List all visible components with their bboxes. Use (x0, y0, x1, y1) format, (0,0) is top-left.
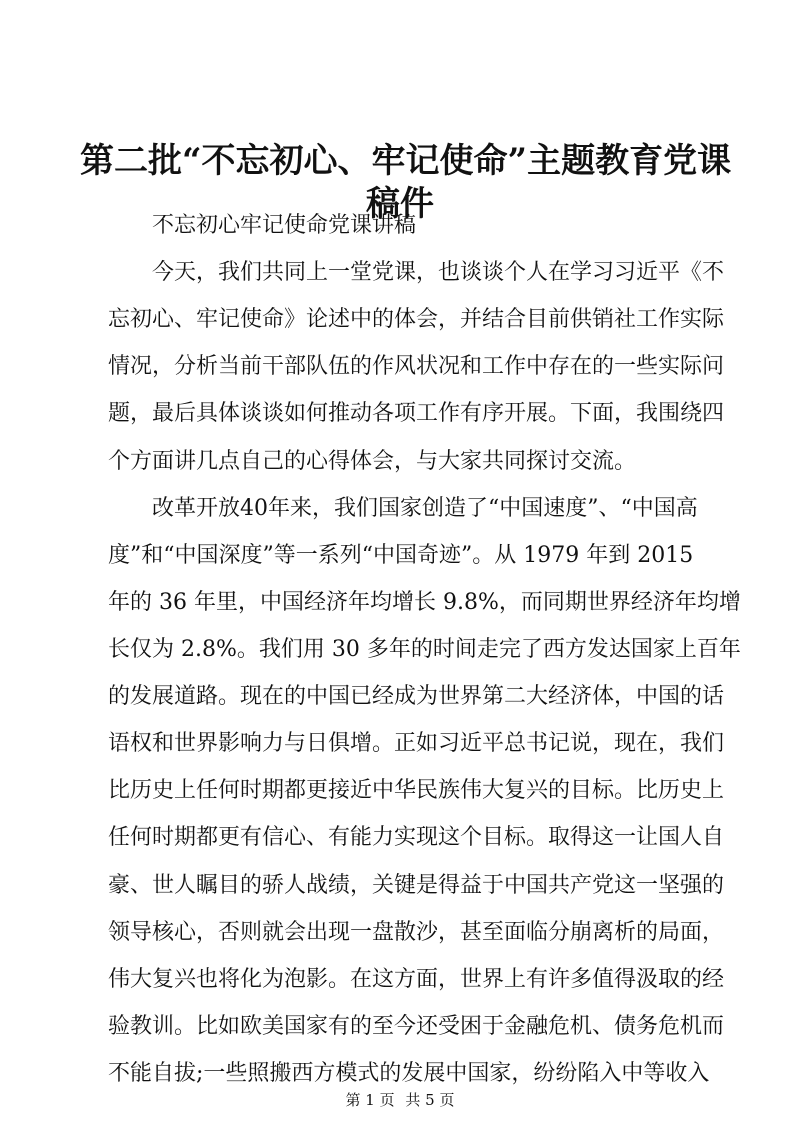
paragraph-line: 年的 36 年里，中国经济年均增长 9.8%，而同期世界经济年均增 (108, 590, 741, 615)
document-subtitle: 不忘初心牢记使命党课讲稿 (152, 213, 417, 238)
paragraph-line: 豪、世人瞩目的骄人战绩，关键是得益于中国共产党这一坚强的 (108, 873, 725, 898)
paragraph-line: 忘初心、牢记使命》论述中的体会，并结合目前供销社工作实际 (108, 307, 725, 332)
paragraph-line: 不能自拔;一些照搬西方模式的发展中国家，纷纷陷入中等收入 (108, 1061, 710, 1086)
paragraph-line: 领导核心，否则就会出现一盘散沙，甚至面临分崩离析的局面， (108, 920, 725, 945)
paragraph-line: 语权和世界影响力与日俱增。正如习近平总书记说，现在，我们 (108, 731, 725, 756)
page-total: 共 5 页 (405, 1091, 455, 1109)
paragraph-line: 今天，我们共同上一堂党课，也谈谈个人在学习习近平《不 (152, 260, 725, 285)
paragraph-line: 的发展道路。现在的中国已经成为世界第二大经济体，中国的话 (108, 684, 725, 709)
paragraph-line: 验教训。比如欧美国家有的至今还受困于金融危机、债务危机而 (108, 1014, 725, 1039)
paragraph-line: 个方面讲几点自己的心得体会，与大家共同探讨交流。 (108, 449, 637, 474)
page-footer (0, 1090, 800, 1110)
paragraph-line: 伟大复兴也将化为泡影。在这方面，世界上有许多值得汲取的经 (108, 967, 725, 992)
title-line-1: 第二批“不忘初心、牢记使命”主题教育党课 (80, 141, 732, 181)
paragraph-line: 改革开放40年来，我们国家创造了“中国速度”、“中国高 (152, 496, 698, 521)
paragraph-line: 情况，分析当前干部队伍的作风状况和工作中存在的一些实际问 (108, 354, 725, 379)
title-line-2: 稿件 (366, 184, 434, 224)
paragraph-line: 比历史上任何时期都更接近中华民族伟大复兴的目标。比历史上 (108, 778, 725, 803)
paragraph-line: 度”和“中国深度”等一系列“中国奇迹”。从 1979 年到 2015 (108, 543, 694, 568)
paragraph-line: 长仅为 2.8%。我们用 30 多年的时间走完了西方发达国家上百年 (108, 637, 741, 662)
paragraph-line: 任何时期都更有信心、有能力实现这个目标。取得这一让国人自 (108, 825, 725, 850)
paragraph-line: 题，最后具体谈谈如何推动各项工作有序开展。下面，我围绕四 (108, 401, 725, 426)
page-number: 第 1 页 (345, 1091, 395, 1109)
